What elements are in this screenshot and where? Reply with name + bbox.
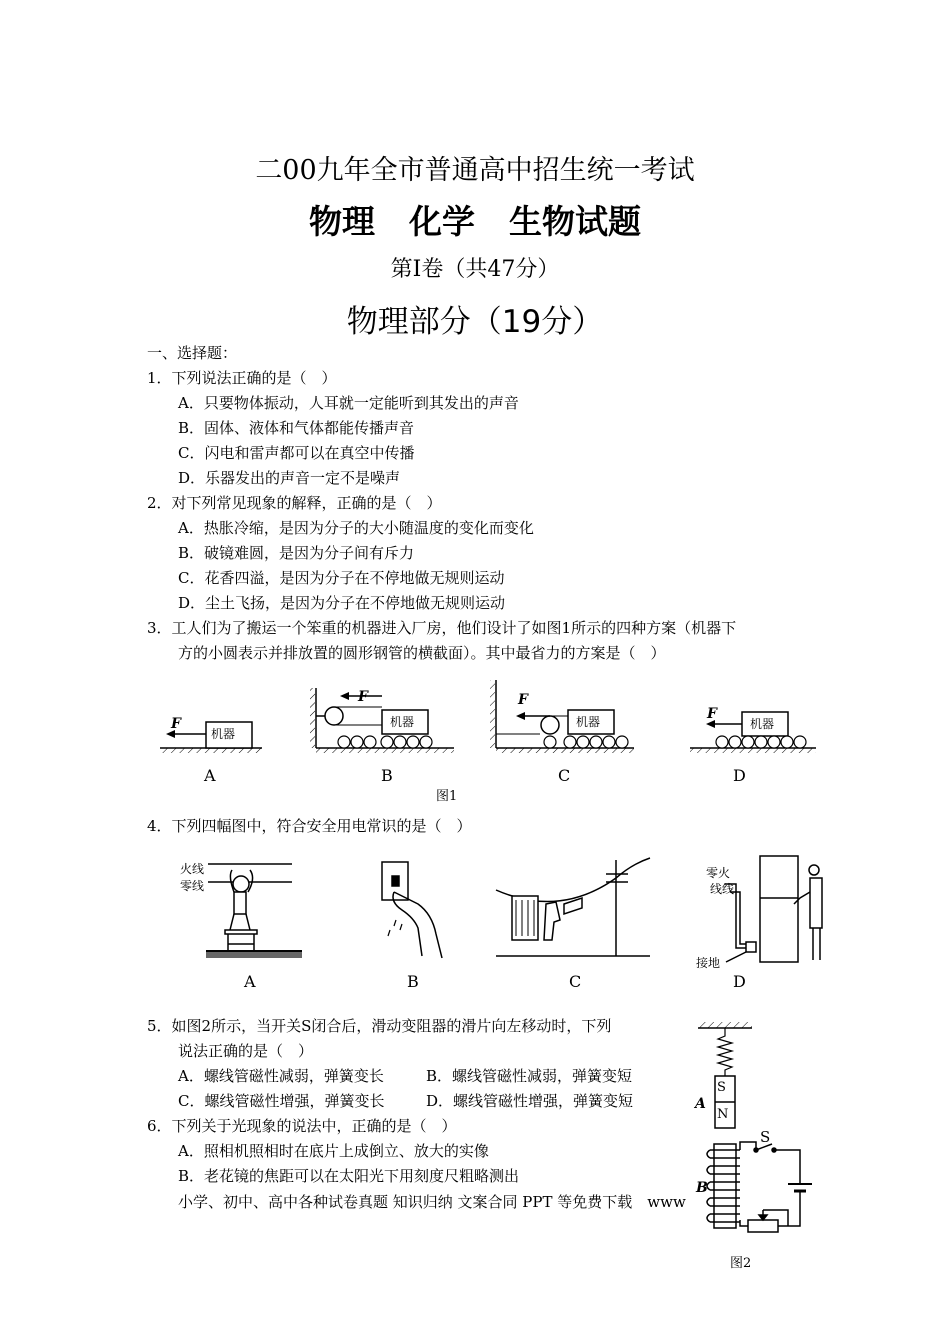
q1-option-b: B．固体、液体和气体都能传播声音 <box>178 419 415 437</box>
q3-stem-line1: 3．工人们为了搬运一个笨重的机器进入厂房，他们设计了如图1所示的四种方案（机器下 <box>147 619 737 637</box>
magnet-n-label: N <box>717 1107 729 1122</box>
q4-neutral-wire-label: 零线 <box>180 879 205 893</box>
pulley-c <box>541 716 559 734</box>
q4-d-wire-line2: 线线 <box>710 882 735 896</box>
fig1-machine-label-a: 机器 <box>211 727 236 741</box>
q4-stem: 4．下列四幅图中，符合安全用电常识的是（ ） <box>147 817 472 835</box>
q4-d-wire-line1: 零火 <box>706 866 731 880</box>
q4-panel-c <box>496 858 650 956</box>
q4-panel-b <box>382 862 442 958</box>
q4-label-c: C <box>569 972 582 991</box>
figure-q4 <box>170 848 830 973</box>
label-a: A <box>695 1096 706 1112</box>
subjects-title <box>0 196 950 243</box>
q6-stem: 6．下列关于光现象的说法中，正确的是（ ） <box>147 1117 457 1135</box>
fig1-force-label-b: F <box>358 689 368 705</box>
q4-label-d: D <box>733 972 746 991</box>
q1-option-d: D．乐器发出的声音一定不是噪声 <box>178 469 401 487</box>
fig1-force-label-d: F <box>707 706 717 722</box>
pulley-b <box>325 707 343 725</box>
q2-option-c: C．花香四溢，是因为分子在不停地做无规则运动 <box>178 569 505 587</box>
spring <box>718 1028 732 1076</box>
solenoid-core <box>714 1144 736 1228</box>
exam-title: 二00九年全市普通高中招生统一考试 <box>255 155 695 186</box>
q1-option-c: C．闪电和雷声都可以在真空中传播 <box>178 444 415 462</box>
q5-option-d: D．螺线管磁性增强，弹簧变短 <box>426 1092 634 1110</box>
fig1-caption: 图1 <box>436 789 458 804</box>
fig1-panel-b <box>310 688 454 753</box>
footer-ad: 小学、初中、高中各种试卷真题 知识归纳 文案合同 PPT 等免费下载 www <box>178 1193 686 1211</box>
fig1-label-a: A <box>204 766 216 785</box>
q1-stem: 1．下列说法正确的是（ ） <box>147 369 337 387</box>
q4-panel-a <box>206 864 302 958</box>
q4-label-a: A <box>244 972 256 991</box>
q2-stem: 2．对下列常见现象的解释，正确的是（ ） <box>147 494 442 512</box>
fig1-label-d: D <box>733 766 746 785</box>
fig1-force-label-a: F <box>171 716 181 732</box>
label-b: B <box>696 1180 708 1196</box>
circuit <box>740 1142 812 1232</box>
part-label: 一、选择题： <box>147 344 238 362</box>
figure-2 <box>690 1020 820 1246</box>
q2-option-a: A．热胀冷缩，是因为分子的大小随温度的变化而变化 <box>178 519 534 537</box>
fig1-label-c: C <box>558 766 571 785</box>
q5-stem-line1: 5．如图2所示，当开关S闭合后，滑动变阻器的滑片向左移动时，下列 <box>147 1017 612 1035</box>
fig2-caption: 图2 <box>730 1256 752 1271</box>
fig1-machine-label-b: 机器 <box>390 715 415 729</box>
q4-live-wire-label: 火线 <box>180 862 205 876</box>
q4-panel-d <box>725 856 822 962</box>
q5-stem-line2: 说法正确的是（ ） <box>178 1042 314 1060</box>
fig1-label-b: B <box>381 766 393 785</box>
q5-option-a: A．螺线管磁性减弱，弹簧变长 <box>178 1067 384 1085</box>
fig1-machine-label-c: 机器 <box>576 715 601 729</box>
fig1-panel-c <box>490 680 634 753</box>
volume-title: 第Ⅰ卷（共47分） <box>390 257 560 282</box>
q1-option-a: A．只要物体振动，人耳就一定能听到其发出的声音 <box>178 394 519 412</box>
rheostat <box>748 1220 778 1232</box>
fig1-machine-label-d: 机器 <box>750 717 775 731</box>
magnet-s-label: S <box>717 1080 726 1095</box>
subject-physics: 物理 <box>309 202 375 241</box>
q2-option-d: D．尘土飞扬，是因为分子在不停地做无规则运动 <box>178 594 506 612</box>
q4-label-b: B <box>407 972 419 991</box>
q4-ground-label: 接地 <box>696 956 721 970</box>
q5-option-b: B．螺线管磁性减弱，弹簧变短 <box>426 1067 633 1085</box>
section-title: 物理部分（19分） <box>346 304 604 340</box>
subject-biology: 生物试题 <box>509 202 641 241</box>
switch-label: S <box>760 1128 771 1146</box>
q5-option-c: C．螺线管磁性增强，弹簧变长 <box>178 1092 385 1110</box>
q3-stem-line2: 方的小圆表示并排放置的圆形钢管的横截面）。其中最省力的方案是（ ） <box>178 644 666 662</box>
q2-option-b: B．破镜难圆，是因为分子间有斥力 <box>178 544 415 562</box>
q6-option-b: B．老花镜的焦距可以在太阳光下用刻度尺粗略测出 <box>178 1167 520 1185</box>
q6-option-a: A．照相机照相时在底片上成倒立、放大的实像 <box>178 1142 489 1160</box>
subject-chemistry: 化学 <box>409 202 475 241</box>
fig1-force-label-c: F <box>518 692 528 708</box>
figure-1 <box>150 672 830 804</box>
